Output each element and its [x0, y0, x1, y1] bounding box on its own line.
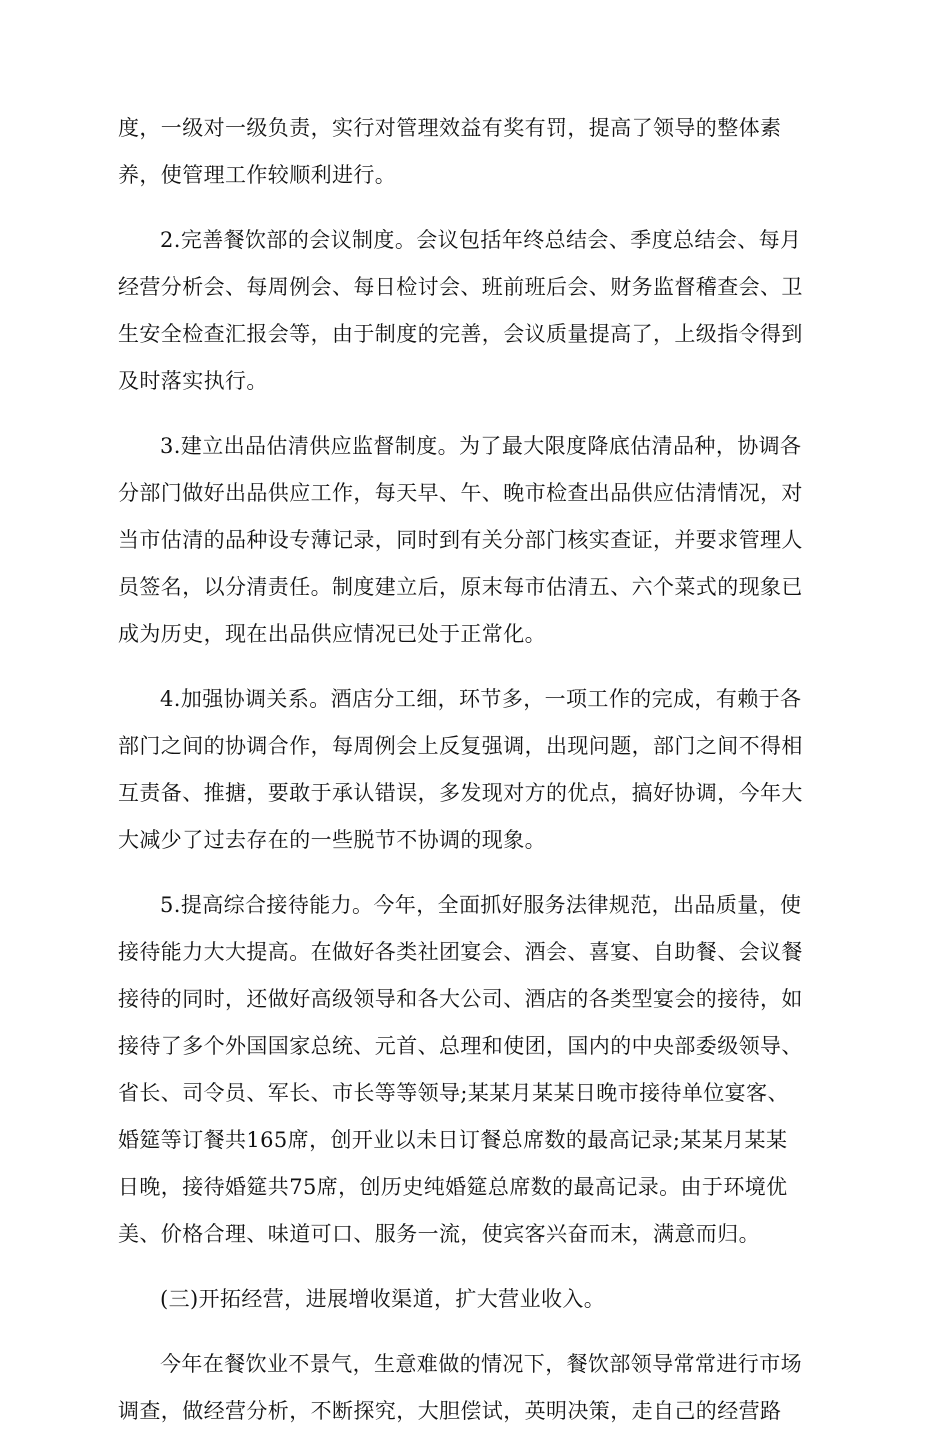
text-line: 婚筵等订餐共165席，创开业以未日订餐总席数的最高记录;某某月某某 — [118, 1128, 788, 1152]
text-line: 3.建立出品估清供应监督制度。为了最大限度降底估清品种，协调各 — [160, 434, 802, 458]
paragraph-supply-supervision — [118, 423, 834, 658]
text-line: 接待的同时，还做好高级领导和各大公司、酒店的各类型宴会的接待，如 — [118, 987, 803, 1011]
text-line: 分部门做好出品供应工作，每天早、午、晚市检查出品供应估清情况，对 — [118, 481, 803, 505]
text-line: 及时落实执行。 — [118, 369, 268, 393]
paragraph-coordination — [118, 676, 834, 864]
text-line: 员签名，以分清责任。制度建立后，原末每市估清五、六个菜式的现象已 — [118, 575, 803, 599]
text-line: 调查，做经营分析，不断探究，大胆偿试，英明决策，走自己的经营路 — [118, 1399, 782, 1423]
text-line: 今年在餐饮业不景气，生意难做的情况下，餐饮部领导常常进行市场 — [160, 1352, 802, 1376]
text-line: 成为历史，现在出品供应情况已处于正常化。 — [118, 622, 546, 646]
text-line: 2.完善餐饮部的会议制度。会议包括年终总结会、季度总结会、每月 — [160, 228, 802, 252]
text-line: 当市估清的品种设专薄记录，同时到有关分部门核实查证，并要求管理人 — [118, 528, 803, 552]
text-line: 养，使管理工作较顺利进行。 — [118, 163, 397, 187]
paragraph-market-research — [118, 1341, 834, 1435]
text-line: 接待了多个外国国家总统、元首、总理和使团，国内的中央部委级领导、 — [118, 1034, 803, 1058]
text-line: 美、价格合理、味道可口、服务一流，使宾客兴奋而末，满意而归。 — [118, 1222, 760, 1246]
text-line: 互责备、推搪，要敢于承认错误，多发现对方的优点，搞好协调，今年大 — [118, 781, 803, 805]
paragraph-reception-capacity — [118, 882, 834, 1258]
text-line: 日晚，接待婚筵共75席，创历史纯婚筵总席数的最高记录。由于环境优 — [118, 1175, 788, 1199]
paragraph-meeting-system — [118, 217, 834, 405]
text-line: 5.提高综合接待能力。今年，全面抓好服务法律规范，出品质量，使 — [160, 893, 802, 917]
text-line: 经营分析会、每周例会、每日检讨会、班前班后会、财务监督稽查会、卫 — [118, 275, 803, 299]
paragraph-continuation — [118, 105, 834, 199]
document-page — [118, 105, 834, 1453]
text-line: 部门之间的协调合作，每周例会上反复强调，出现问题，部门之间不得相 — [118, 734, 803, 758]
text-line: 接待能力大大提高。在做好各类社团宴会、酒会、喜宴、自助餐、会议餐 — [118, 940, 803, 964]
text-line: 生安全检查汇报会等，由于制度的完善，会议质量提高了，上级指令得到 — [118, 322, 803, 346]
text-line: 大减少了过去存在的一些脱节不协调的现象。 — [118, 828, 546, 852]
text-line: 4.加强协调关系。酒店分工细，环节多，一项工作的完成，有赖于各 — [160, 687, 802, 711]
section-heading-expand-business — [118, 1276, 834, 1323]
text-line: 度，一级对一级负责，实行对管理效益有奖有罚，提高了领导的整体素 — [118, 116, 782, 140]
text-line: 省长、司令员、军长、市长等等领导;某某月某某日晚市接待单位宴客、 — [118, 1081, 789, 1105]
text-line: (三)开拓经营，进展增收渠道，扩大营业收入。 — [160, 1287, 606, 1311]
